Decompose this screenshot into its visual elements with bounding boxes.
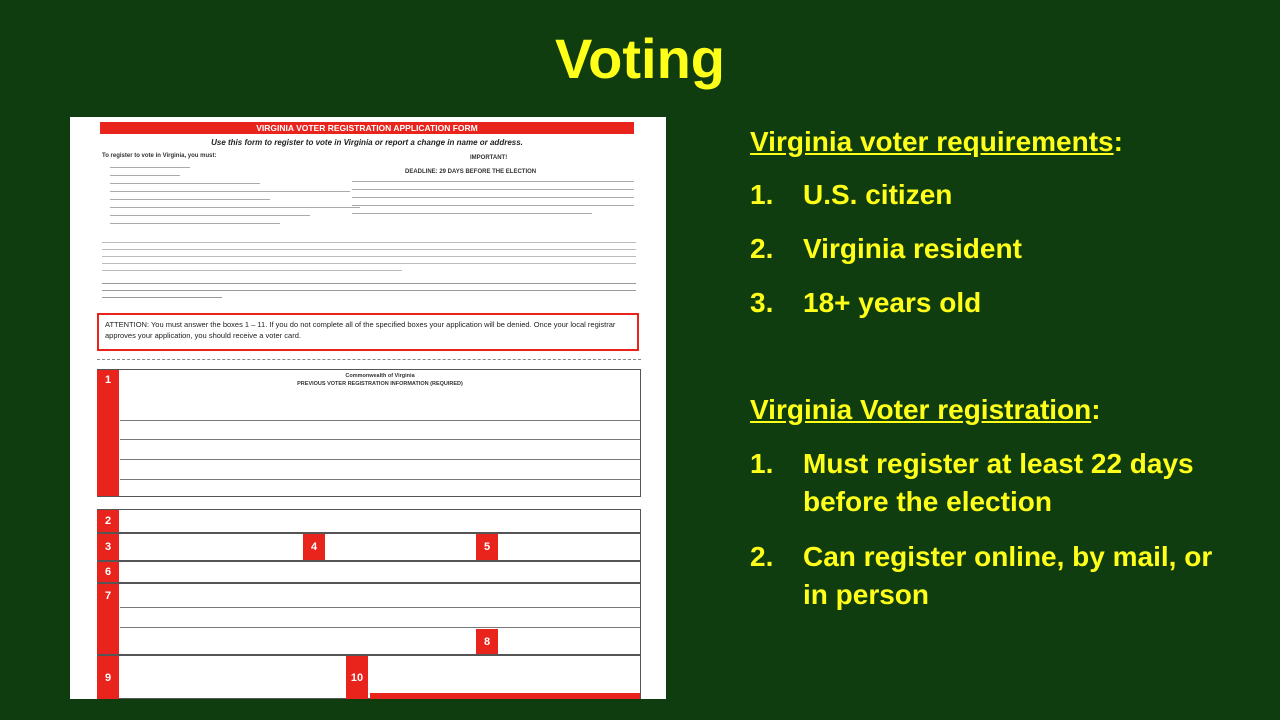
form-intro: To register to vote in Virginia, you must: — [102, 153, 217, 159]
form-row-line — [120, 607, 640, 608]
form-section-7 — [97, 583, 641, 655]
form-text-line — [102, 263, 636, 264]
form-section1-subtitle: PREVIOUS VOTER REGISTRATION INFORMATION (REQUIRED) — [297, 381, 463, 387]
form-section-number: 8 — [476, 629, 498, 654]
form-section1-title: Commonwealth of Virginia — [345, 373, 415, 379]
list-number: 1. — [750, 448, 774, 479]
form-text-line — [110, 175, 180, 176]
list-text: Must register at least 22 days before the election — [803, 448, 1194, 517]
form-section-6 — [97, 561, 641, 583]
list-text: Virginia resident — [803, 233, 1022, 264]
form-red-bar — [370, 693, 640, 699]
form-section-2 — [97, 509, 641, 533]
form-text-line — [110, 191, 350, 192]
voter-registration-form-image — [70, 117, 666, 699]
form-section-number: 3 — [97, 534, 119, 560]
form-text-line — [102, 249, 636, 250]
registration-heading-suffix: : — [1091, 394, 1101, 425]
form-important: IMPORTANT! — [470, 155, 508, 161]
form-section-number: 1 — [97, 370, 119, 496]
list-number: 2. — [750, 233, 774, 264]
form-section-number: 6 — [97, 562, 119, 582]
form-red-bar — [97, 608, 119, 654]
list-text: 18+ years old — [803, 287, 982, 318]
form-text-line — [110, 215, 310, 216]
form-row-line — [120, 459, 640, 460]
form-text-line — [352, 181, 634, 182]
form-text-line — [110, 199, 270, 200]
form-cut-line — [97, 359, 641, 360]
list-number: 1. — [750, 179, 774, 210]
form-section-number: 4 — [303, 534, 325, 560]
form-text-line — [102, 290, 636, 291]
form-section-number: 2 — [97, 510, 119, 532]
list-text: Can register online, by mail, or in person — [803, 541, 1213, 610]
list-text: U.S. citizen — [803, 179, 953, 210]
form-deadline: DEADLINE: 29 DAYS BEFORE THE ELECTION — [405, 169, 537, 175]
form-text-line — [102, 242, 636, 243]
form-text-line — [352, 213, 592, 214]
requirements-heading-suffix: : — [1113, 126, 1123, 157]
form-row-line — [120, 627, 640, 628]
form-text-line — [352, 205, 634, 206]
form-section-number: 7 — [97, 584, 119, 608]
form-section-number: 9 — [97, 656, 119, 699]
form-text-line — [110, 167, 190, 168]
form-section-1 — [97, 369, 641, 497]
form-attention-box: ATTENTION: You must answer the boxes 1 – 11. If you do not complete all of the specified boxes your application will be denied. Once your local registrar approves your application, you should receive a voter card. — [97, 313, 639, 351]
requirements-heading — [750, 126, 1123, 158]
form-section-number: 5 — [476, 534, 498, 560]
form-row-line — [120, 420, 640, 421]
registration-heading — [750, 394, 1101, 426]
form-text-line — [102, 256, 636, 257]
form-text-line — [110, 183, 260, 184]
form-section-number: 10 — [346, 656, 368, 699]
form-row-line — [120, 439, 640, 440]
form-subtitle: Use this form to register to vote in Virginia or report a change in name or address. — [211, 138, 523, 147]
form-row-line — [120, 479, 640, 480]
requirements-heading-text: Virginia voter requirements — [750, 126, 1114, 157]
form-banner: VIRGINIA VOTER REGISTRATION APPLICATION FORM — [100, 122, 634, 134]
list-number: 2. — [750, 541, 774, 572]
slide-title: Voting — [554, 27, 726, 90]
registration-heading-text: Virginia Voter registration — [750, 394, 1092, 425]
form-text-line — [352, 189, 634, 190]
form-text-line — [110, 223, 280, 224]
form-text-line — [102, 297, 222, 298]
form-section-3 — [97, 533, 641, 561]
form-text-line — [352, 197, 634, 198]
form-text-line — [102, 283, 636, 284]
list-number: 3. — [750, 287, 774, 318]
form-text-line — [102, 270, 402, 271]
form-text-line — [110, 207, 360, 208]
